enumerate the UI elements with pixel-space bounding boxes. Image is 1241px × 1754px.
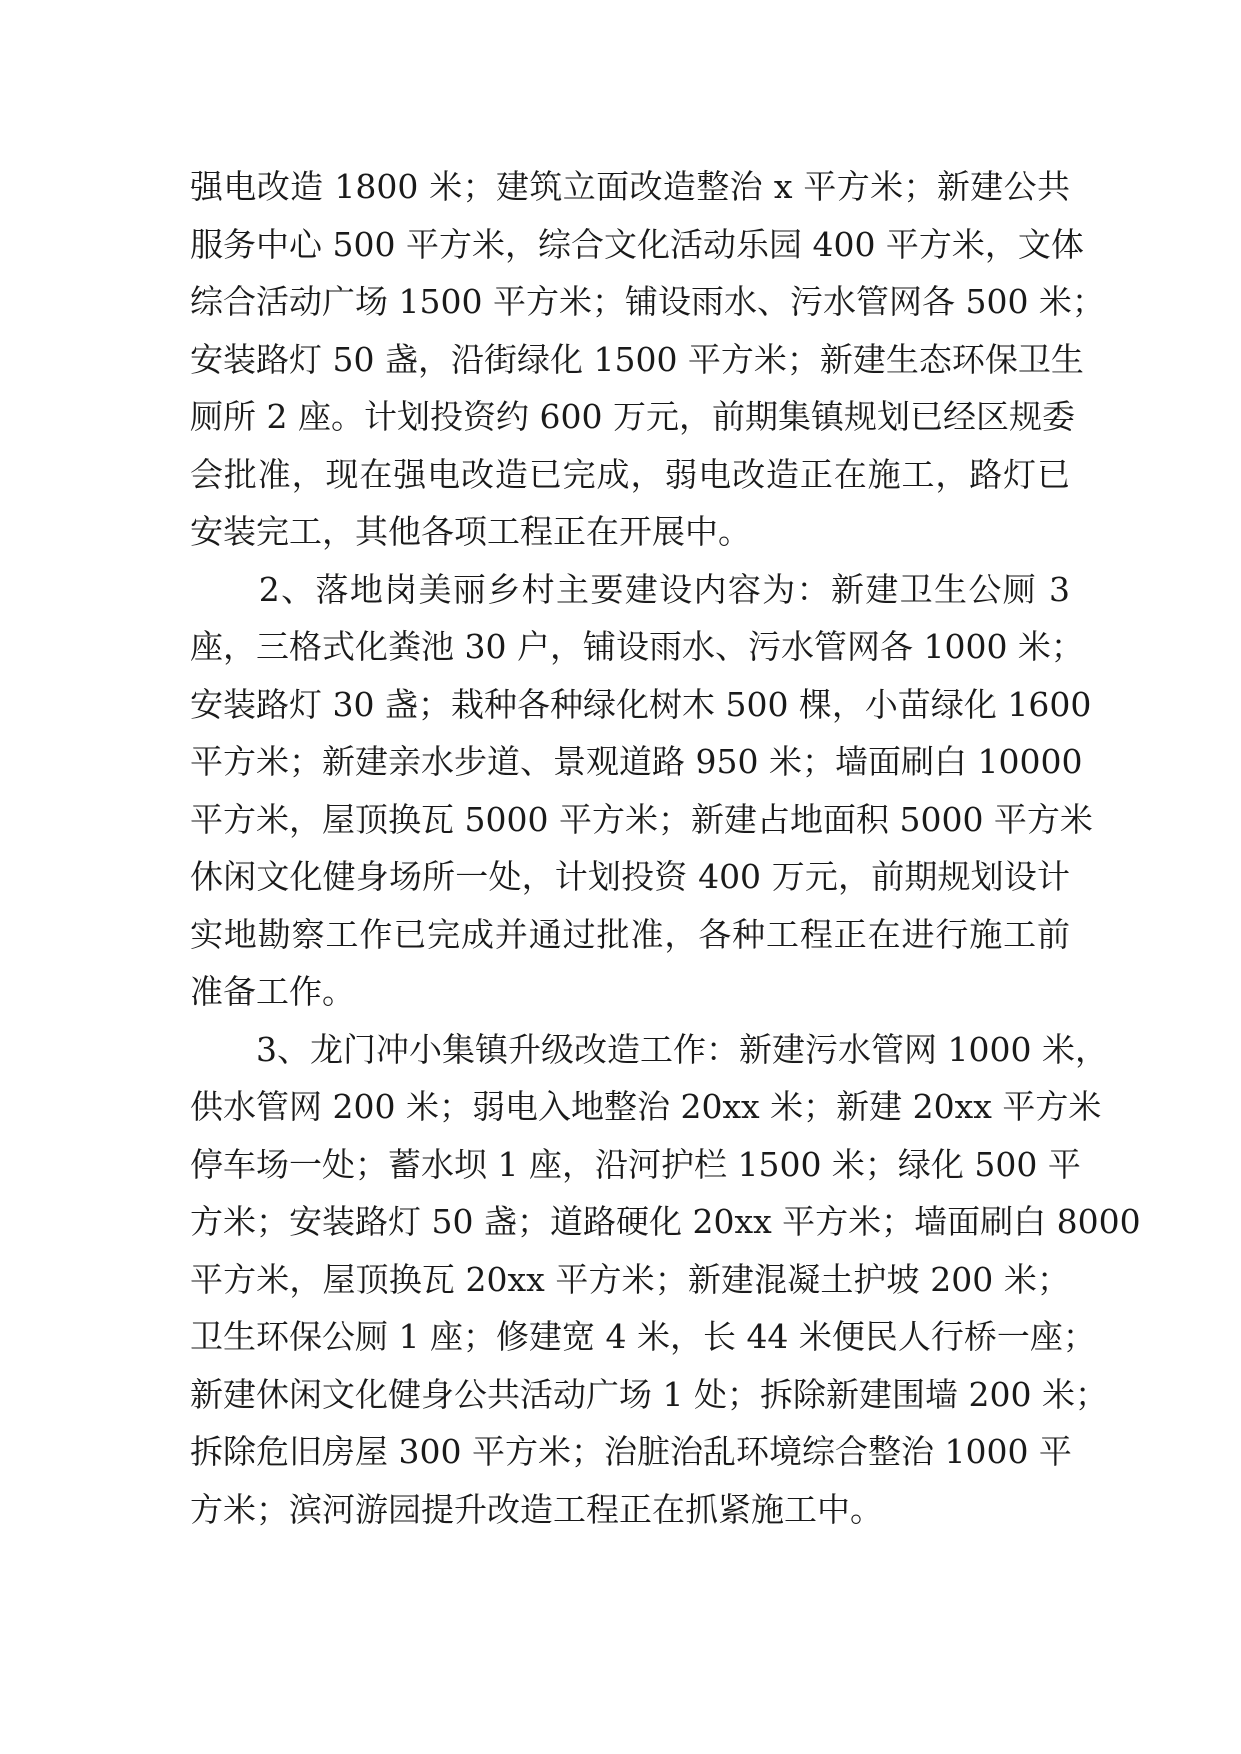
text-line: 2、落地岗美丽乡村主要建设内容为：新建卫生公厕 3 xyxy=(190,569,1070,609)
text-line: 座，三格式化粪池 30 户，铺设雨水、污水管网各 1000 米； xyxy=(190,627,1084,666)
text-line: 停车场一处；蓄水坝 1 座，沿河护栏 1500 米；绿化 500 平 xyxy=(190,1144,1081,1184)
text-line: 厕所 2 座。计划投资约 600 万元，前期集镇规划已经区规委 xyxy=(190,397,1075,436)
text-line: 供水管网 200 米；弱电入地整治 20xx 米；新建 20xx 平方米 xyxy=(190,1087,1102,1126)
text-line: 3、龙门冲小集镇升级改造工作：新建污水管网 1000 米， xyxy=(190,1029,1108,1069)
text-line: 平方米，屋顶换瓦 20xx 平方米；新建混凝土护坡 200 米； xyxy=(190,1259,1070,1299)
text-line: 安装路灯 30 盏；栽种各种绿化树木 500 棵，小苗绿化 1600 xyxy=(190,684,1092,724)
text-line: 安装路灯 50 盏，沿街绿化 1500 平方米；新建生态环保卫生 xyxy=(190,339,1084,379)
text-line: 拆除危旧房屋 300 平方米；治脏治乱环境综合整治 1000 平 xyxy=(190,1432,1072,1471)
text-line: 强电改造 1800 米；建筑立面改造整治 x 平方米；新建公共 xyxy=(190,167,1070,206)
text-line: 方米；安装路灯 50 盏；道路硬化 20xx 平方米；墙面刷白 8000 xyxy=(190,1202,1141,1241)
text-line: 会批准，现在强电改造已完成，弱电改造正在施工，路灯已 xyxy=(190,454,1070,494)
text-line: 平方米，屋顶换瓦 5000 平方米；新建占地面积 5000 平方米 xyxy=(190,799,1093,839)
text-line: 方米；滨河游园提升改造工程正在抓紧施工中。 xyxy=(190,1489,883,1529)
text-line: 卫生环保公厕 1 座；修建宽 4 米，长 44 米便民人行桥一座； xyxy=(190,1317,1096,1356)
text-line: 新建休闲文化健身公共活动广场 1 处；拆除新建围墙 200 米； xyxy=(190,1374,1108,1414)
text-line: 安装完工，其他各项工程正在开展中。 xyxy=(190,512,751,551)
text-line: 实地勘察工作已完成并通过批准，各种工程正在进行施工前 xyxy=(190,914,1070,954)
text-line: 服务中心 500 平方米，综合文化活动乐园 400 平方米，文体 xyxy=(190,224,1084,264)
text-line: 准备工作。 xyxy=(190,972,355,1011)
text-line: 休闲文化健身场所一处，计划投资 400 万元，前期规划设计 xyxy=(190,857,1070,896)
body-text xyxy=(190,158,1141,1538)
text-line: 综合活动广场 1500 平方米；铺设雨水、污水管网各 500 米； xyxy=(190,282,1105,321)
text-line: 平方米；新建亲水步道、景观道路 950 米；墙面刷白 10000 xyxy=(190,742,1083,781)
